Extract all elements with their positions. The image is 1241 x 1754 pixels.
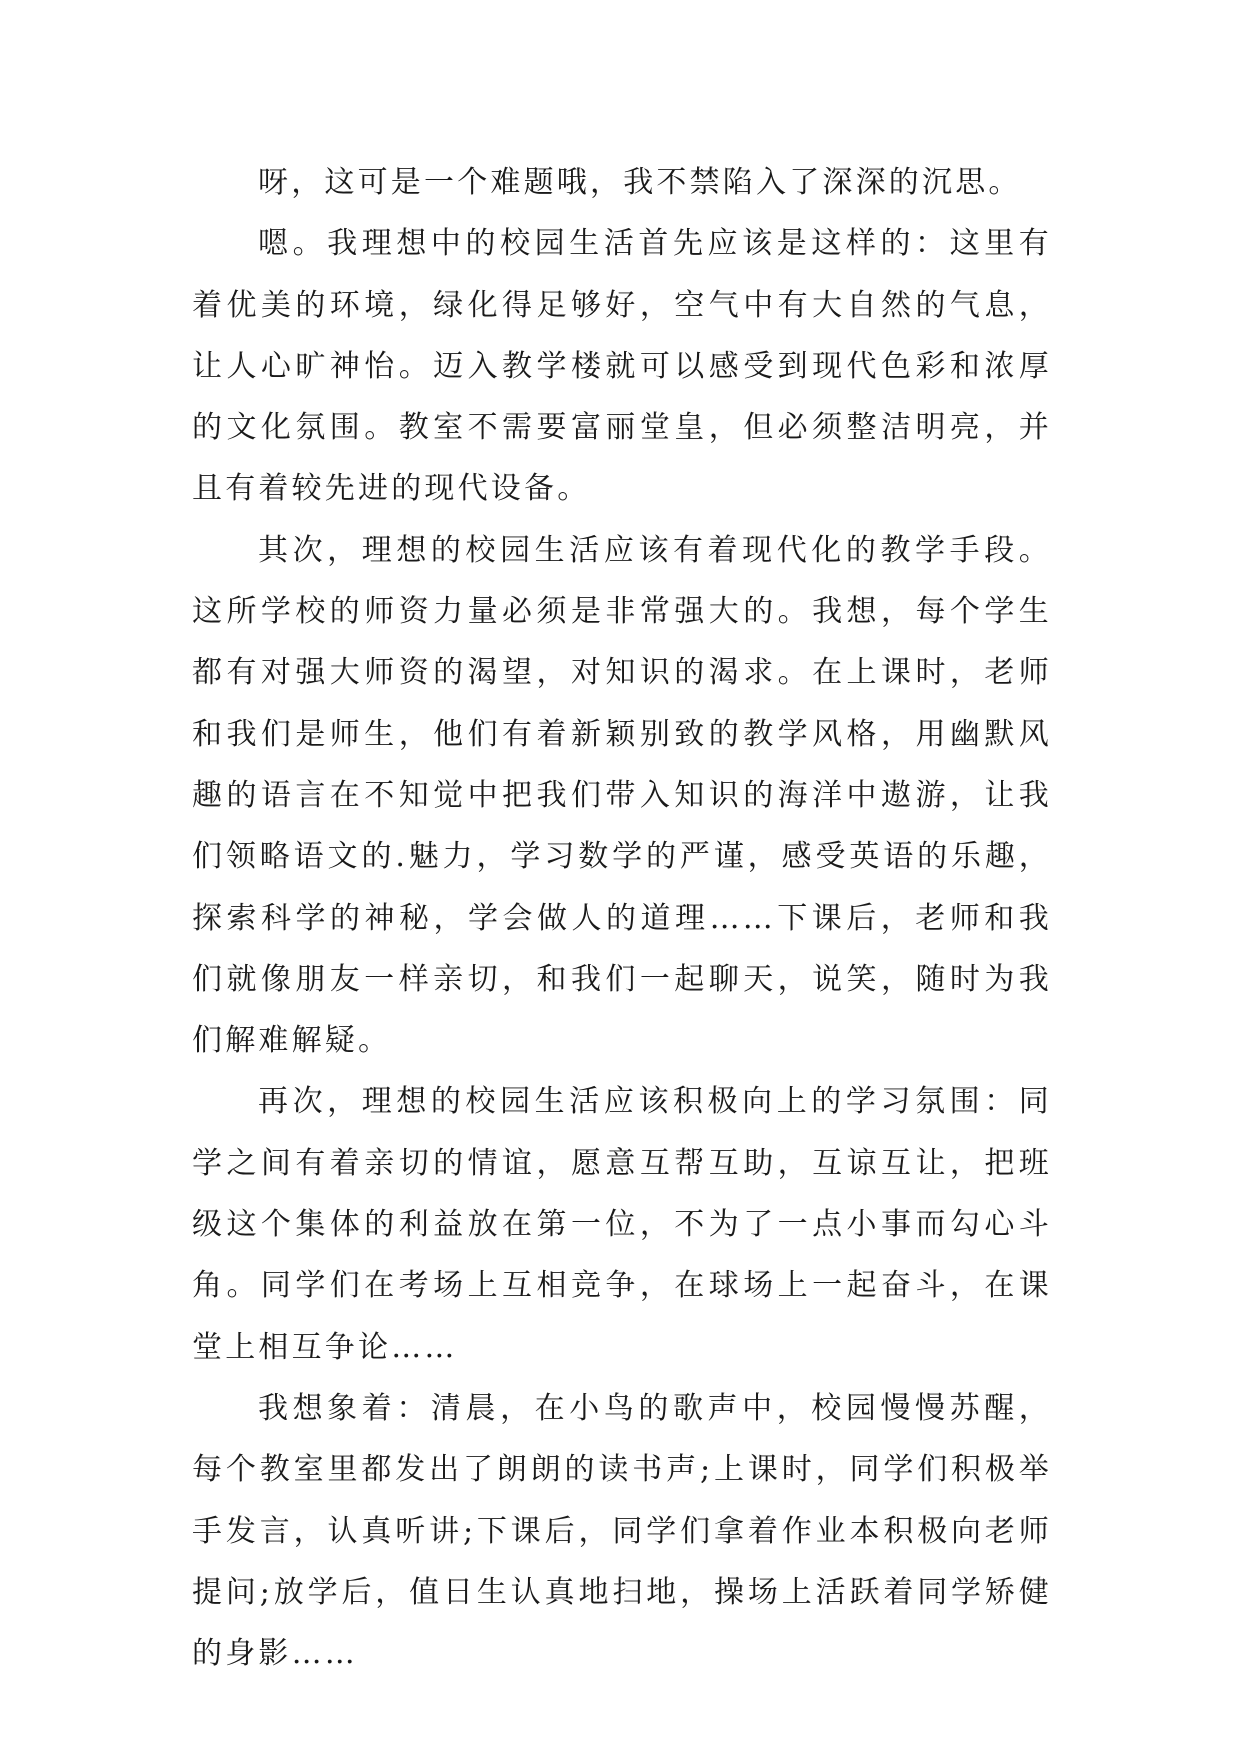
paragraph: 再次，理想的校园生活应该积极向上的学习氛围：同学之间有着亲切的情谊，愿意互帮互助，互谅互让，把班级这个集体的利益放在第一位，不为了一点小事而勾心斗角。同学们在考场上互相竞争，在球场上一起奋斗，在课堂上相互争论…… bbox=[192, 1084, 1052, 1365]
paragraph: 我想象着：清晨，在小鸟的歌声中，校园慢慢苏醒，每个教室里都发出了朗朗的读书声;上课时，同学们积极举手发言，认真听讲;下课后，同学们拿着作业本积极向老师提问;放学后，值日生认真地扫地，操场上活跃着同学矫健的身影…… bbox=[192, 1390, 1052, 1672]
paragraph: 嗯。我理想中的校园生活首先应该是这样的：这里有着优美的环境，绿化得足够好，空气中有大自然的气息，让人心旷神怡。迈入教学楼就可以感受到现代色彩和浓厚的文化氛围。教室不需要富丽堂皇，但必须整洁明亮，并且有着较先进的现代设备。 bbox=[192, 226, 1052, 507]
essay-body bbox=[192, 152, 1052, 1684]
paragraph: 其次，理想的校园生活应该有着现代化的教学手段。这所学校的师资力量必须是非常强大的。我想，每个学生都有对强大师资的渴望，对知识的渴求。在上课时，老师和我们是师生，他们有着新颖别致的教学风格，用幽默风趣的语言在不知觉中把我们带入知识的海洋中遨游，让我们领略语文的.魅力，学习数学的严谨，感受英语的乐趣，探索科学的神秘，学会做人的道理……下课后，老师和我们就像朋友一样亲切，和我们一起聊天，说笑，随时为我们解难解疑。 bbox=[192, 532, 1052, 1059]
paragraph: 呀，这可是一个难题哦，我不禁陷入了深深的沉思。 bbox=[258, 165, 1022, 200]
